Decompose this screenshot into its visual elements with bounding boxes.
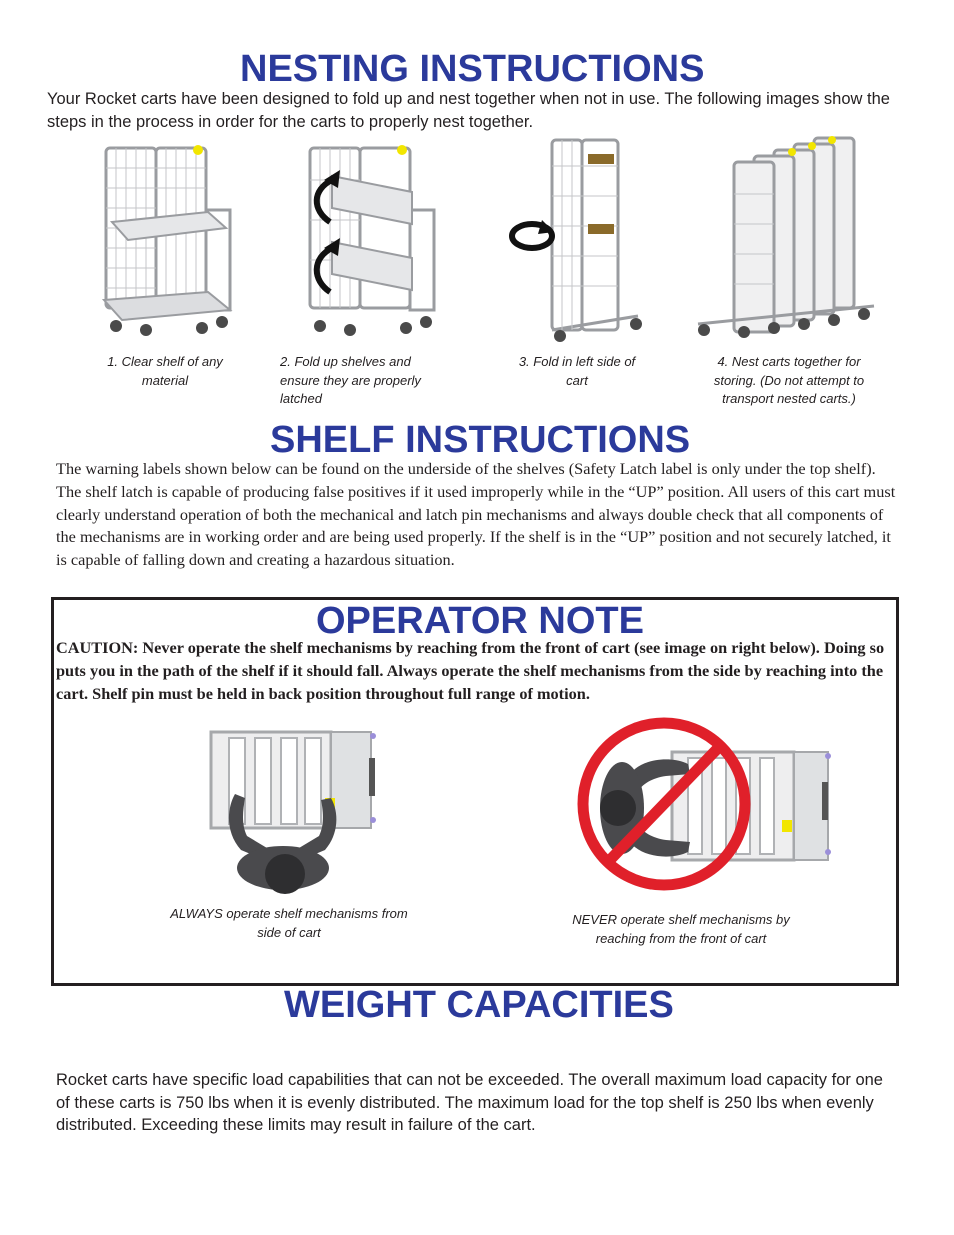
operator-note-caution: CAUTION: Never operate the shelf mechanisms by reaching from the front of cart (see image on right below). Doing so puts you in the path of the shelf if it should fall. Always operate the shelf mechanisms from the side by reaching into the cart. Shelf pin must be held in back position throughout full range of motion. (56, 638, 885, 703)
always-side-operation-image (205, 728, 385, 898)
weight-body: Rocket carts have specific load capabilities that can not be exceeded. The overall maximum load capacity for one of these carts is 750 lbs when it is evenly distributed. The maximum load for the top shelf is 250 lbs when evenly distributed. Exceeding these limits may result in failure of the cart. (56, 1071, 883, 1134)
step-2-caption: 2. Fold up shelves and ensure they are properly latched (280, 354, 421, 406)
never-caption: NEVER operate shelf mechanisms by reaching from the front of cart (572, 912, 790, 946)
step-3-caption: 3. Fold in left side of cart (518, 354, 636, 388)
always-caption: ALWAYS operate shelf mechanisms from side of cart (170, 906, 408, 940)
operator-note-title: OPERATOR NOTE (316, 600, 644, 642)
shelf-title: SHELF INSTRUCTIONS (270, 419, 691, 461)
step-1-cart-image (98, 140, 238, 340)
step-4-caption: 4. Nest carts together for storing. (Do not attempt to transport nested carts.) (713, 354, 865, 406)
step-1-caption: 1. Clear shelf of any material (107, 354, 223, 388)
weight-title: WEIGHT CAPACITIES (284, 984, 674, 1026)
nesting-intro: Your Rocket carts have been designed to fold up and nest together when not in use. The following images show the steps in the process in order for the carts to properly nest together. (47, 90, 890, 131)
never-front-operation-image (572, 712, 834, 902)
step-4-nested-carts-image (694, 134, 884, 344)
shelf-body: The warning labels shown below can be found on the underside of the shelves (Safety Latch label is only under the top shelf). The shelf latch is capable of producing false positives if it used improperly while in the “UP” position. All users of this cart must clearly understand operation of both the mechanical and latch pin mechanisms and always double check that all components of the mechanisms are in working order and are being used properly. If the shelf is in the “UP” position and not securely latched, it is capable of falling down and creating a hazardous situation. (56, 459, 896, 570)
step-2-cart-image (302, 140, 442, 340)
nesting-title: NESTING INSTRUCTIONS (240, 48, 705, 90)
step-3-cart-image (508, 136, 648, 346)
